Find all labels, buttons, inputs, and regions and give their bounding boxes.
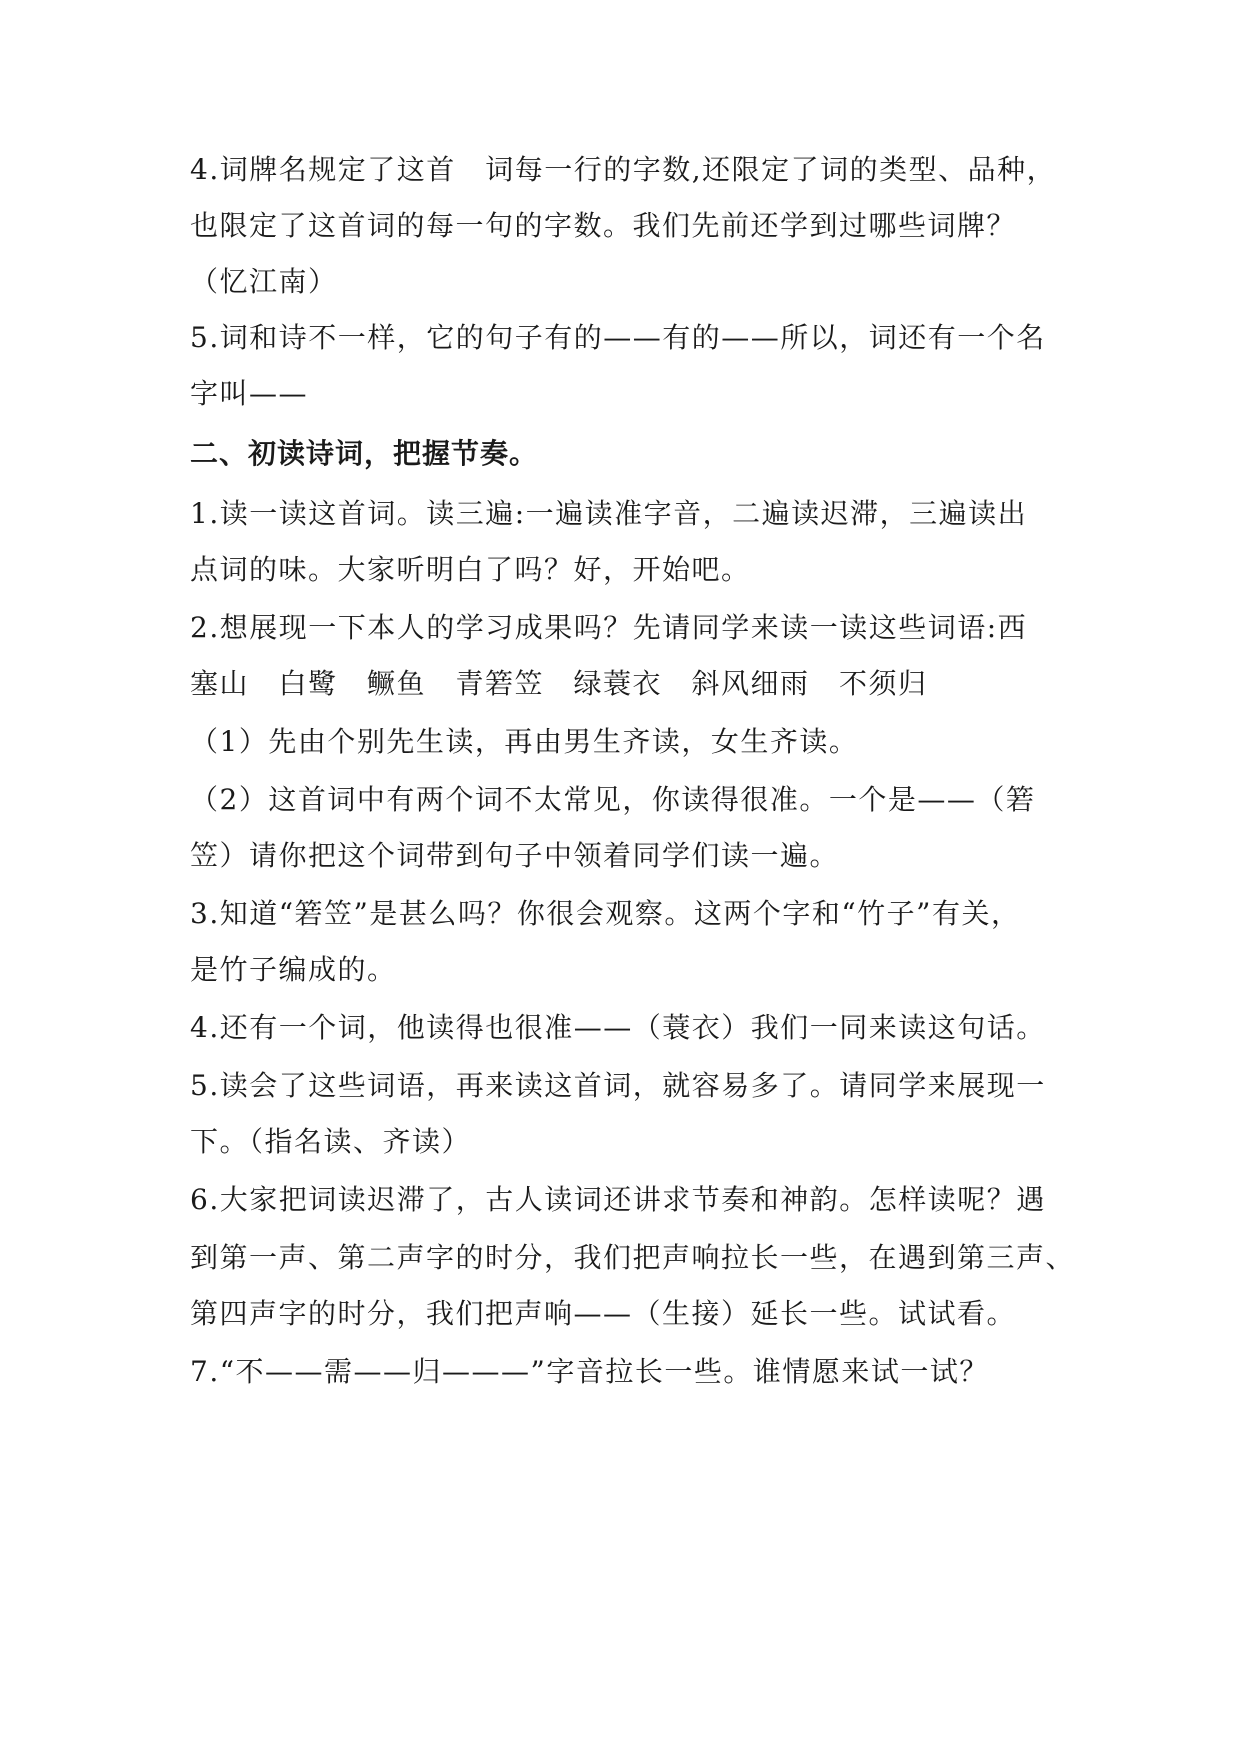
paragraph-line: 4.词牌名规定了这首 词每一行的字数,还限定了词的类型、品种，	[190, 153, 1057, 186]
paragraph-line: 是竹子编成的。	[190, 953, 397, 986]
paragraph-line: 7.“不——需——归———”字音拉长一些。谁情愿来试一试？	[190, 1355, 989, 1388]
paragraph-line: 下。（指名读、齐读）	[190, 1125, 472, 1158]
paragraph-line: （2）这首词中有两个词不太常见，你读得很准。一个是——（箬	[190, 783, 1036, 816]
paragraph-line: 第四声字的时分，我们把声响——（生接）延长一些。试试看。	[190, 1297, 1017, 1330]
paragraph-line: 4.还有一个词，他读得也很准——（蓑衣）我们一同来读这句话。	[190, 1011, 1046, 1044]
paragraph-line: 3.知道“箬笠”是甚么吗？你很会观察。这两个字和“竹子”有关，	[190, 897, 1021, 930]
paragraph-line: 塞山 白鹭 鳜鱼 青箬笠 绿蓑衣 斜风细雨 不须归	[190, 667, 928, 700]
paragraph-line: 也限定了这首词的每一句的字数。我们先前还学到过哪些词牌？	[190, 209, 1017, 242]
paragraph-line: 到第一声、第二声字的时分，我们把声响拉长一些，在遇到第三声、	[190, 1241, 1076, 1274]
paragraph-line: 笠）请你把这个词带到句子中领着同学们读一遍。	[190, 839, 840, 872]
paragraph-line: 1.读一读这首词。读三遍:一遍读准字音，二遍读迟滞，三遍读出	[190, 497, 1028, 530]
paragraph-line: 点词的味。大家听明白了吗？好，开始吧。	[190, 553, 751, 586]
paragraph-line: 字叫——	[190, 377, 309, 410]
paragraph-line: 5.读会了这些词语，再来读这首词，就容易多了。请同学来展现一	[190, 1069, 1046, 1102]
paragraph-line: （忆江南）	[190, 265, 338, 298]
paragraph-line: 6.大家把词读迟滞了，古人读词还讲求节奏和神韵。怎样读呢？遇	[190, 1183, 1046, 1216]
paragraph-line: 2.想展现一下本人的学习成果吗？先请同学来读一读这些词语:西	[190, 611, 1028, 644]
paragraph-line: （1）先由个别先生读，再由男生齐读，女生齐读。	[190, 725, 859, 758]
section-heading: 二、初读诗词，把握节奏。	[190, 437, 539, 470]
paragraph-line: 5.词和诗不一样，它的句子有的——有的——所以，词还有一个名	[190, 321, 1046, 354]
